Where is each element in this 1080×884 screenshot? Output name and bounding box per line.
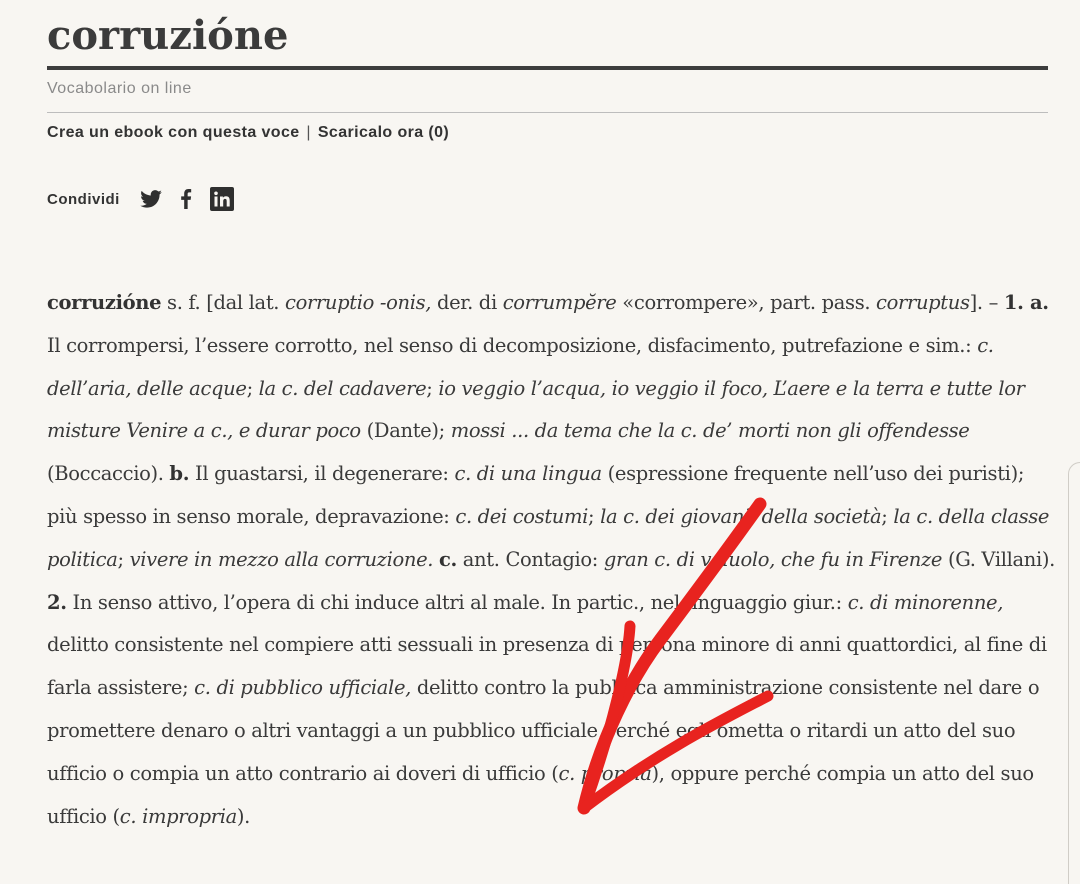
entry-text: ;: [881, 504, 894, 528]
ebook-separator: |: [306, 124, 311, 141]
entry-text: ant. Contagio:: [456, 547, 604, 571]
entry-text: delitto contro la pubblica amministrazione consistente nel dare o promettere denaro o altri vantaggi a un pubblico ufficiale perché egli ometta o ritardi un atto del suo ufficio o compia un atto contrario ai doveri di ufficio (: [47, 676, 1040, 785]
entry-text: ).: [236, 804, 250, 828]
entry-italic: c. di minorenne,: [847, 590, 1004, 614]
entry-text: (G. Villani).: [942, 547, 1055, 571]
entry-italic: corruptus: [876, 291, 970, 314]
entry-text: s. f. [dal lat.: [161, 291, 286, 314]
entry-text: In senso attivo, l’opera di chi induce altri al male. In partic., nel linguaggio giur.:: [66, 590, 848, 614]
sense-number: 1. a.: [1003, 291, 1049, 314]
entry-italic: la c. del cadavere: [258, 376, 427, 400]
entry-text: ), oppure perché compia un atto del suo ufficio (: [47, 761, 1034, 828]
entry-text: Il guastarsi, il degenerare:: [189, 462, 455, 486]
entry-text: ;: [117, 547, 130, 571]
ebook-bar: [47, 124, 449, 142]
subtitle-divider: [47, 112, 1048, 113]
sense-number: c.: [438, 547, 457, 571]
entry-italic: la c. dei giovani, della società: [600, 504, 882, 528]
entry-text: «corrompere», part. pass.: [616, 291, 877, 314]
entry-text: (Boccaccio).: [47, 462, 170, 486]
entry-italic: io veggio l’acqua, io veggio il foco, L’aere e la terra e tutte lor misture Venire a c., e durar poco: [47, 376, 1025, 443]
ebook-count: (0): [428, 124, 450, 141]
sense-number: b.: [169, 462, 190, 486]
definition-entry: [47, 282, 1057, 838]
twitter-icon[interactable]: [140, 190, 162, 208]
entry-text: (espressione frequente nell’uso dei puristi); più spesso in senso morale, depravazione:: [47, 462, 1025, 528]
linkedin-icon[interactable]: [210, 187, 234, 211]
sense-number: 2.: [47, 590, 67, 614]
entry-italic: la c. della classe politica: [47, 504, 1050, 571]
entry-text: der. di: [431, 291, 503, 314]
subtitle: Vocabolario on line: [47, 80, 192, 97]
entry-text: ;: [588, 504, 601, 528]
entry-italic: c. di una lingua: [454, 462, 602, 486]
entry-italic: mossi ... da tema che la c. de’ morti non gli offendesse: [450, 419, 970, 443]
title-divider: [47, 66, 1048, 70]
share-label: Condividi: [47, 190, 120, 208]
entry-italic: corrumpĕre: [502, 291, 617, 314]
entry-italic: gran c. di vaiuolo, che fu in Firenze: [603, 547, 943, 571]
entry-italic: c. propria: [558, 761, 652, 785]
entry-italic: c. di pubblico ufficiale,: [194, 676, 411, 700]
entry-italic: c. dei costumi: [455, 504, 589, 528]
entry-text: ;: [246, 376, 259, 400]
entry-italic: c. impropria: [119, 804, 237, 828]
entry-text: (Dante);: [360, 419, 451, 443]
page-title: corruzióne: [47, 12, 289, 59]
download-label: Scaricalo ora: [317, 124, 424, 141]
entry-text: ]. –: [969, 291, 1004, 314]
entry-text: ;: [426, 376, 439, 400]
headword: corruzióne: [47, 291, 162, 314]
facebook-icon[interactable]: [180, 189, 192, 209]
entry-italic: c. dell’aria, delle acque: [47, 333, 994, 400]
entry-italic: corruptio -onis,: [285, 291, 432, 314]
share-bar: [47, 184, 252, 214]
entry-text: Il corrompersi, l’essere corrotto, nel senso di decomposizione, disfacimento, putrefazione e sim.:: [47, 333, 978, 357]
entry-italic: vivere in mezzo alla corruzione.: [129, 547, 434, 571]
download-ebook-link[interactable]: [318, 124, 449, 141]
create-ebook-link[interactable]: Crea un ebook con questa voce: [47, 124, 300, 141]
entry-text: delitto consistente nel compiere atti sessuali in presenza di persona minore di anni quattordici, al fine di farla assistere;: [47, 633, 1047, 700]
scroll-panel-edge: [1068, 462, 1080, 884]
